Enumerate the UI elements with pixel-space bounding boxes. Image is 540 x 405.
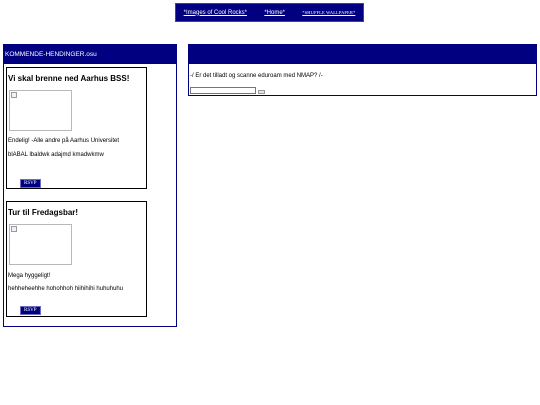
announcement-panel (188, 44, 537, 96)
event-description: blABAL lbaldwk adajmd kmadwkmw (8, 152, 104, 158)
event-title: Tur til Fredagsbar! (8, 208, 79, 217)
event-image (9, 90, 72, 131)
event-card (6, 67, 147, 189)
announcement-submit-button[interactable] (258, 90, 265, 94)
rsvp-button[interactable]: RSVP (20, 179, 41, 188)
announcement-title: Announcements (189, 45, 536, 64)
events-panel-title: KOMMENDE-HENDINGER.osu (4, 45, 176, 64)
nav-link-home[interactable]: *Home* (264, 9, 285, 16)
announcement-input-row (190, 87, 265, 94)
event-image (9, 224, 72, 265)
event-description: Mega hyggeligt! (8, 273, 51, 279)
events-panel (3, 44, 177, 327)
event-description: Endelig! -Alle andre på Aarhus Universitet (8, 138, 120, 144)
broken-image-icon (11, 226, 17, 232)
announcement-input[interactable] (190, 87, 256, 94)
announcement-text: -/ Er det tilladt og scanne eduroam med NMAP? /- (190, 73, 323, 79)
event-card (6, 201, 147, 317)
nav-link-cool-rocks[interactable]: *Images of Cool Rocks* (183, 9, 248, 16)
nav-link-shuffle-wallpaper[interactable]: *SHUFFLE WALLPAPER* (302, 10, 356, 15)
top-nav-bar (175, 3, 364, 22)
broken-image-icon (11, 92, 17, 98)
rsvp-button[interactable]: RSVP (20, 306, 41, 315)
event-description: hehheheehhe hohohhoh hiihihihi huhuhuhu (8, 286, 124, 292)
event-title: Vi skal brenne ned Aarhus BSS! (8, 74, 130, 83)
